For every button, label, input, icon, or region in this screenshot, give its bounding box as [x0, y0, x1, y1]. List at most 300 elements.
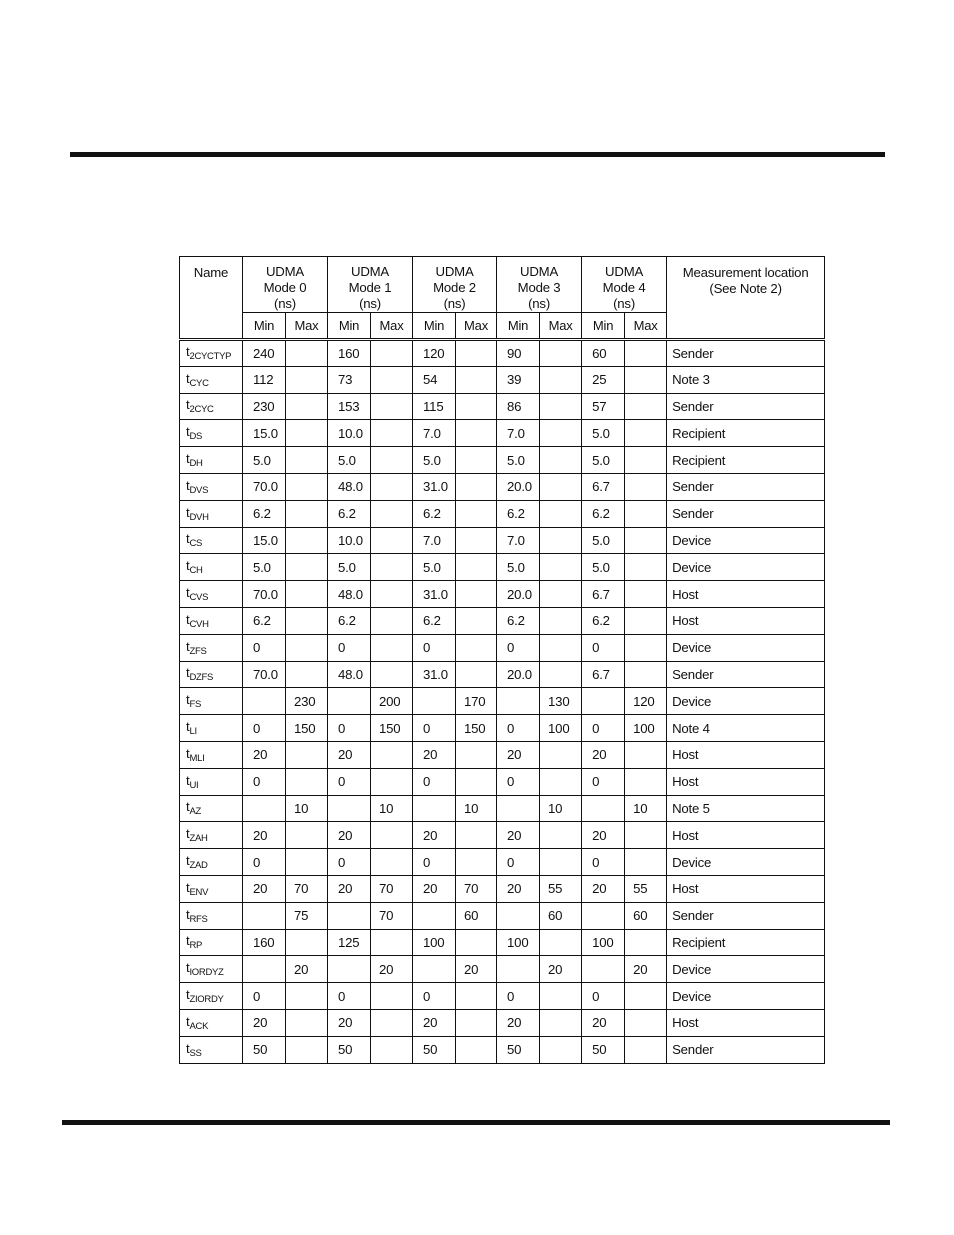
max-value-mode-0 — [286, 983, 328, 1010]
parameter-symbol: t — [186, 692, 190, 708]
table-row — [180, 393, 825, 420]
max-value-mode-1 — [371, 447, 413, 474]
min-value-mode-4 — [582, 902, 625, 929]
max-value-mode-2 — [456, 340, 497, 367]
min-value-mode-1: 0 — [328, 983, 371, 1010]
max-value-mode-3 — [540, 420, 582, 447]
max-value-mode-3 — [540, 1036, 582, 1063]
parameter-symbol: t — [186, 558, 190, 574]
parameter-symbol: t — [186, 826, 190, 842]
max-value-mode-4 — [625, 581, 667, 608]
parameter-subscript: RP — [189, 940, 203, 952]
min-value-mode-2: 20 — [413, 822, 456, 849]
name-column-header: Name — [180, 257, 243, 340]
parameter-symbol: t — [186, 879, 190, 895]
max-value-mode-3 — [540, 500, 582, 527]
min-value-mode-1 — [328, 795, 371, 822]
min-value-mode-2 — [413, 688, 456, 715]
max-value-mode-1 — [371, 393, 413, 420]
max-value-mode-4 — [625, 768, 667, 795]
min-value-mode-0: 5.0 — [243, 554, 286, 581]
table-row — [180, 581, 825, 608]
min-value-mode-1: 10.0 — [328, 420, 371, 447]
min-value-mode-1: 0 — [328, 634, 371, 661]
parameter-symbol: t — [186, 370, 190, 386]
measurement-location: Device — [667, 688, 825, 715]
max-value-mode-2: 10 — [456, 795, 497, 822]
min-value-mode-1: 48.0 — [328, 581, 371, 608]
min-value-mode-2: 31.0 — [413, 473, 456, 500]
min-value-mode-0 — [243, 956, 286, 983]
mode-header-unit: (ns) — [359, 296, 381, 311]
location-column-header — [667, 257, 825, 340]
mode-header-unit: (ns) — [443, 296, 466, 311]
min-value-mode-4: 25 — [582, 366, 625, 393]
min-value-mode-4: 5.0 — [582, 554, 625, 581]
max-value-mode-1: 10 — [371, 795, 413, 822]
max-value-mode-3 — [540, 447, 582, 474]
min-value-mode-0: 160 — [243, 929, 286, 956]
max-value-mode-0 — [286, 822, 328, 849]
min-value-mode-4: 5.0 — [582, 447, 625, 474]
parameter-symbol: t — [186, 799, 190, 815]
table-row — [180, 822, 825, 849]
min-value-mode-0 — [243, 688, 286, 715]
mode-header-line: Mode 0 — [263, 280, 307, 295]
measurement-location: Note 3 — [667, 366, 825, 393]
max-value-mode-1 — [371, 983, 413, 1010]
min-value-mode-3: 86 — [497, 393, 540, 420]
max-value-mode-0 — [286, 1036, 328, 1063]
max-header: Max — [286, 313, 328, 340]
parameter-name — [180, 393, 243, 420]
measurement-location: Recipient — [667, 420, 825, 447]
max-value-mode-4: 55 — [625, 875, 667, 902]
min-value-mode-4: 20 — [582, 741, 625, 768]
parameter-name — [180, 875, 243, 902]
parameter-symbol: t — [186, 719, 190, 735]
parameter-subscript: ENV — [189, 886, 209, 898]
measurement-location: Note 5 — [667, 795, 825, 822]
parameter-name — [180, 447, 243, 474]
max-value-mode-3 — [540, 554, 582, 581]
udma-timing-table — [179, 256, 825, 1064]
table-body — [180, 340, 825, 1064]
min-value-mode-1: 153 — [328, 393, 371, 420]
measurement-location: Device — [667, 983, 825, 1010]
min-value-mode-0: 0 — [243, 634, 286, 661]
parameter-name — [180, 581, 243, 608]
parameter-name — [180, 607, 243, 634]
max-value-mode-2 — [456, 607, 497, 634]
max-value-mode-2 — [456, 983, 497, 1010]
max-value-mode-0 — [286, 473, 328, 500]
measurement-location: Sender — [667, 902, 825, 929]
parameter-symbol: t — [186, 611, 190, 627]
min-value-mode-0: 50 — [243, 1036, 286, 1063]
table-row — [180, 956, 825, 983]
max-value-mode-1 — [371, 849, 413, 876]
min-value-mode-2: 0 — [413, 983, 456, 1010]
parameter-subscript: DH — [189, 458, 203, 470]
max-header: Max — [371, 313, 413, 340]
mode-header-line: UDMA — [520, 264, 559, 279]
parameter-subscript: ZIORDY — [189, 994, 224, 1006]
mode-header-line: UDMA — [435, 264, 474, 279]
parameter-symbol: t — [186, 397, 190, 413]
min-value-mode-0: 230 — [243, 393, 286, 420]
parameter-subscript: CVS — [189, 592, 209, 604]
measurement-location: Device — [667, 527, 825, 554]
parameter-name — [180, 715, 243, 742]
measurement-location: Sender — [667, 500, 825, 527]
max-value-mode-4 — [625, 849, 667, 876]
min-value-mode-3: 20 — [497, 822, 540, 849]
min-value-mode-1: 0 — [328, 768, 371, 795]
max-value-mode-3 — [540, 849, 582, 876]
min-value-mode-0: 15.0 — [243, 527, 286, 554]
parameter-name — [180, 902, 243, 929]
max-value-mode-1 — [371, 661, 413, 688]
max-value-mode-3 — [540, 929, 582, 956]
measurement-location: Host — [667, 768, 825, 795]
max-value-mode-3 — [540, 634, 582, 661]
max-value-mode-1 — [371, 607, 413, 634]
min-value-mode-0: 240 — [243, 340, 286, 367]
max-value-mode-1 — [371, 741, 413, 768]
parameter-subscript: AZ — [189, 806, 202, 818]
parameter-subscript: MLI — [189, 752, 205, 764]
max-value-mode-3: 20 — [540, 956, 582, 983]
min-value-mode-3: 5.0 — [497, 447, 540, 474]
parameter-symbol: t — [186, 638, 190, 654]
max-value-mode-4 — [625, 420, 667, 447]
min-value-mode-4: 0 — [582, 715, 625, 742]
measurement-location: Host — [667, 822, 825, 849]
min-value-mode-3: 0 — [497, 768, 540, 795]
max-value-mode-0 — [286, 420, 328, 447]
mode-header-line: Mode 2 — [433, 280, 476, 295]
parameter-subscript: DVS — [189, 484, 209, 496]
min-value-mode-2: 0 — [413, 634, 456, 661]
max-value-mode-0 — [286, 366, 328, 393]
measurement-location: Host — [667, 1009, 825, 1036]
location-header-note: (See Note 2) — [709, 281, 782, 296]
max-value-mode-2 — [456, 554, 497, 581]
parameter-name — [180, 688, 243, 715]
parameter-symbol: t — [186, 745, 190, 761]
measurement-location: Host — [667, 581, 825, 608]
min-value-mode-2: 6.2 — [413, 607, 456, 634]
table-row — [180, 607, 825, 634]
max-value-mode-1 — [371, 473, 413, 500]
max-value-mode-2 — [456, 929, 497, 956]
parameter-name — [180, 500, 243, 527]
max-value-mode-0 — [286, 929, 328, 956]
min-header: Min — [497, 313, 540, 340]
min-value-mode-2: 0 — [413, 849, 456, 876]
min-value-mode-3: 50 — [497, 1036, 540, 1063]
parameter-name — [180, 741, 243, 768]
measurement-location: Device — [667, 634, 825, 661]
min-value-mode-3: 20.0 — [497, 581, 540, 608]
mode-header-unit: (ns) — [613, 296, 636, 311]
min-value-mode-0: 20 — [243, 741, 286, 768]
location-header-line: Measurement location — [682, 265, 809, 280]
min-value-mode-3: 20.0 — [497, 661, 540, 688]
min-value-mode-1: 5.0 — [328, 447, 371, 474]
max-value-mode-0 — [286, 500, 328, 527]
parameter-symbol: t — [186, 853, 190, 869]
min-value-mode-4: 6.7 — [582, 581, 625, 608]
min-value-mode-3: 20 — [497, 1009, 540, 1036]
min-value-mode-4: 0 — [582, 983, 625, 1010]
parameter-name — [180, 849, 243, 876]
parameter-name — [180, 473, 243, 500]
parameter-subscript: DZFS — [189, 672, 214, 684]
min-value-mode-2: 6.2 — [413, 500, 456, 527]
max-value-mode-2 — [456, 500, 497, 527]
max-value-mode-1 — [371, 1036, 413, 1063]
parameter-name — [180, 795, 243, 822]
measurement-location: Recipient — [667, 929, 825, 956]
min-value-mode-4: 5.0 — [582, 527, 625, 554]
min-value-mode-1: 10.0 — [328, 527, 371, 554]
parameter-name — [180, 661, 243, 688]
min-value-mode-4: 20 — [582, 875, 625, 902]
min-value-mode-4 — [582, 688, 625, 715]
min-value-mode-1: 125 — [328, 929, 371, 956]
min-header: Min — [582, 313, 625, 340]
min-value-mode-1: 20 — [328, 741, 371, 768]
table-row — [180, 929, 825, 956]
max-value-mode-2 — [456, 768, 497, 795]
parameter-name — [180, 1036, 243, 1063]
measurement-location: Host — [667, 741, 825, 768]
max-value-mode-1 — [371, 420, 413, 447]
max-value-mode-1: 200 — [371, 688, 413, 715]
parameter-symbol: t — [186, 772, 190, 788]
parameter-subscript: FS — [189, 699, 202, 711]
table-row — [180, 688, 825, 715]
max-value-mode-2 — [456, 527, 497, 554]
measurement-location: Sender — [667, 661, 825, 688]
parameter-symbol: t — [186, 585, 190, 601]
min-value-mode-0: 0 — [243, 715, 286, 742]
max-value-mode-3: 55 — [540, 875, 582, 902]
parameter-subscript: LI — [189, 726, 197, 738]
max-value-mode-3: 60 — [540, 902, 582, 929]
table-row — [180, 902, 825, 929]
min-value-mode-0 — [243, 795, 286, 822]
max-value-mode-0 — [286, 768, 328, 795]
table-row — [180, 634, 825, 661]
max-value-mode-3: 10 — [540, 795, 582, 822]
min-value-mode-4: 6.2 — [582, 500, 625, 527]
table-row — [180, 875, 825, 902]
max-value-mode-0 — [286, 447, 328, 474]
max-value-mode-4: 100 — [625, 715, 667, 742]
max-value-mode-4 — [625, 822, 667, 849]
min-value-mode-2: 115 — [413, 393, 456, 420]
max-value-mode-2 — [456, 581, 497, 608]
min-value-mode-2: 100 — [413, 929, 456, 956]
min-value-mode-0: 0 — [243, 849, 286, 876]
min-value-mode-2: 50 — [413, 1036, 456, 1063]
max-value-mode-3: 100 — [540, 715, 582, 742]
max-value-mode-1 — [371, 340, 413, 367]
parameter-subscript: DS — [189, 431, 203, 443]
min-value-mode-0: 6.2 — [243, 607, 286, 634]
parameter-symbol: t — [186, 451, 190, 467]
measurement-location: Sender — [667, 473, 825, 500]
min-value-mode-2: 54 — [413, 366, 456, 393]
max-value-mode-1 — [371, 768, 413, 795]
mode-header-line: Mode 4 — [602, 280, 646, 295]
max-value-mode-3 — [540, 1009, 582, 1036]
table-row — [180, 527, 825, 554]
parameter-subscript: ZAH — [189, 833, 208, 845]
parameter-symbol: t — [186, 477, 190, 493]
measurement-location: Sender — [667, 393, 825, 420]
max-value-mode-4 — [625, 607, 667, 634]
max-value-mode-0: 10 — [286, 795, 328, 822]
max-value-mode-0: 150 — [286, 715, 328, 742]
table-row — [180, 768, 825, 795]
max-value-mode-2 — [456, 473, 497, 500]
min-value-mode-4 — [582, 795, 625, 822]
parameter-subscript: ACK — [189, 1020, 209, 1032]
max-value-mode-2 — [456, 1036, 497, 1063]
parameter-subscript: DVH — [189, 511, 209, 523]
parameter-symbol: t — [186, 906, 190, 922]
parameter-name — [180, 1009, 243, 1036]
table-row — [180, 554, 825, 581]
max-value-mode-1 — [371, 634, 413, 661]
min-value-mode-3: 20 — [497, 875, 540, 902]
min-value-mode-2 — [413, 902, 456, 929]
min-value-mode-2: 20 — [413, 741, 456, 768]
max-value-mode-2 — [456, 366, 497, 393]
max-value-mode-1 — [371, 1009, 413, 1036]
measurement-location: Host — [667, 875, 825, 902]
parameter-subscript: CH — [189, 565, 203, 577]
parameter-symbol: t — [186, 344, 190, 360]
parameter-symbol: t — [186, 933, 190, 949]
min-value-mode-1: 73 — [328, 366, 371, 393]
min-value-mode-4: 6.2 — [582, 607, 625, 634]
max-value-mode-2: 170 — [456, 688, 497, 715]
max-value-mode-4 — [625, 340, 667, 367]
max-value-mode-1 — [371, 366, 413, 393]
max-value-mode-0: 20 — [286, 956, 328, 983]
min-value-mode-4: 20 — [582, 822, 625, 849]
min-value-mode-0: 15.0 — [243, 420, 286, 447]
measurement-location: Recipient — [667, 447, 825, 474]
min-value-mode-0: 112 — [243, 366, 286, 393]
max-value-mode-4 — [625, 661, 667, 688]
max-value-mode-3 — [540, 527, 582, 554]
min-value-mode-4 — [582, 956, 625, 983]
min-value-mode-1: 20 — [328, 1009, 371, 1036]
max-header: Max — [456, 313, 497, 340]
min-value-mode-0: 0 — [243, 983, 286, 1010]
min-value-mode-3: 39 — [497, 366, 540, 393]
measurement-location: Device — [667, 849, 825, 876]
max-value-mode-0 — [286, 634, 328, 661]
min-value-mode-4: 60 — [582, 340, 625, 367]
max-value-mode-1 — [371, 929, 413, 956]
table-row — [180, 741, 825, 768]
top-rule — [70, 152, 885, 157]
measurement-location: Device — [667, 956, 825, 983]
table-row — [180, 500, 825, 527]
measurement-location: Sender — [667, 1036, 825, 1063]
max-value-mode-0 — [286, 661, 328, 688]
max-value-mode-3 — [540, 607, 582, 634]
max-value-mode-3 — [540, 340, 582, 367]
min-value-mode-4: 6.7 — [582, 661, 625, 688]
parameter-subscript: IORDYZ — [189, 967, 224, 979]
min-value-mode-3: 0 — [497, 715, 540, 742]
min-value-mode-1: 20 — [328, 875, 371, 902]
parameter-subscript: CVH — [189, 618, 209, 630]
max-value-mode-0 — [286, 340, 328, 367]
min-value-mode-2: 0 — [413, 715, 456, 742]
parameter-symbol: t — [186, 665, 190, 681]
max-value-mode-4 — [625, 554, 667, 581]
parameter-name — [180, 929, 243, 956]
min-value-mode-1: 48.0 — [328, 661, 371, 688]
parameter-name — [180, 956, 243, 983]
table-row — [180, 715, 825, 742]
min-value-mode-3 — [497, 956, 540, 983]
max-value-mode-0: 75 — [286, 902, 328, 929]
min-value-mode-3 — [497, 795, 540, 822]
parameter-name — [180, 340, 243, 367]
mode-2-header — [413, 257, 497, 313]
min-value-mode-1 — [328, 902, 371, 929]
min-value-mode-1 — [328, 956, 371, 983]
measurement-location: Host — [667, 607, 825, 634]
min-value-mode-2: 31.0 — [413, 581, 456, 608]
min-value-mode-2: 7.0 — [413, 420, 456, 447]
max-value-mode-4: 10 — [625, 795, 667, 822]
parameter-subscript: RFS — [189, 913, 208, 925]
max-value-mode-4: 120 — [625, 688, 667, 715]
mode-4-header — [582, 257, 667, 313]
mode-header-line: UDMA — [265, 264, 305, 279]
max-value-mode-0 — [286, 527, 328, 554]
mode-header-line: UDMA — [605, 264, 644, 279]
min-value-mode-4: 0 — [582, 634, 625, 661]
table-row — [180, 366, 825, 393]
parameter-name — [180, 527, 243, 554]
parameter-name — [180, 634, 243, 661]
max-value-mode-2 — [456, 393, 497, 420]
min-value-mode-3: 6.2 — [497, 607, 540, 634]
min-header: Min — [328, 313, 371, 340]
max-value-mode-2 — [456, 420, 497, 447]
max-value-mode-2 — [456, 849, 497, 876]
min-header: Min — [413, 313, 456, 340]
table-row — [180, 340, 825, 367]
parameter-symbol: t — [186, 504, 190, 520]
parameter-name — [180, 768, 243, 795]
min-value-mode-4: 57 — [582, 393, 625, 420]
min-value-mode-0: 70.0 — [243, 581, 286, 608]
mode-header-line: UDMA — [351, 264, 390, 279]
